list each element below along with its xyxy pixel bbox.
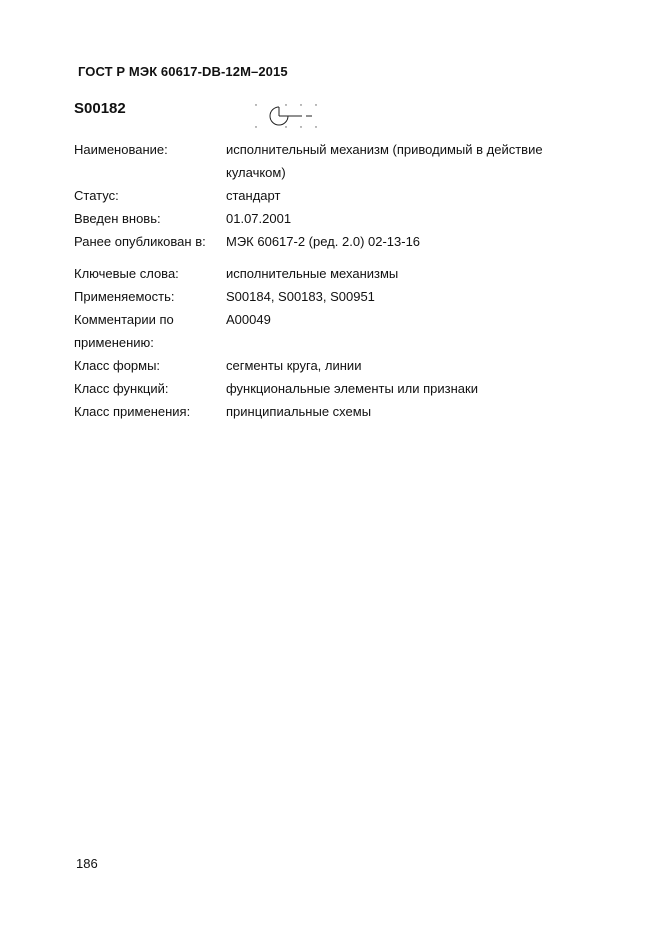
field-row-application-class	[74, 400, 594, 423]
field-label: Применяемость:	[74, 289, 175, 304]
field-label: Класс применения:	[74, 404, 191, 419]
field-label: Класс формы:	[74, 358, 161, 373]
field-row-name	[74, 138, 594, 184]
field-list	[74, 138, 594, 423]
field-value: принципиальные схемы	[226, 404, 372, 419]
field-label: Класс функций:	[74, 381, 169, 396]
field-row-keywords	[74, 262, 594, 285]
field-label: Ключевые слова:	[74, 266, 179, 281]
field-value: сегменты круга, линии	[226, 358, 362, 373]
field-value: МЭК 60617-2 (ред. 2.0) 02-13-16	[226, 234, 421, 249]
field-label: Статус:	[74, 188, 119, 203]
field-label: Ранее опубликован в:	[74, 234, 206, 249]
field-row-status	[74, 184, 594, 207]
cam-actuator-symbol	[252, 101, 322, 131]
field-value: 01.07.2001	[226, 211, 292, 226]
field-row-shape-class	[74, 354, 594, 377]
field-label: Наименование:	[74, 142, 168, 157]
page-number: 186	[76, 856, 98, 871]
field-value: стандарт	[226, 188, 281, 203]
field-label: Введен вновь:	[74, 211, 161, 226]
field-row-applicability	[74, 285, 594, 308]
document-header: ГОСТ Р МЭК 60617-DB-12M–2015	[78, 64, 288, 79]
field-row-application-notes	[74, 308, 594, 354]
field-row-function-class	[74, 377, 594, 400]
field-label: Комментарии по применению:	[74, 312, 174, 350]
field-value: S00184, S00183, S00951	[226, 289, 375, 304]
field-row-previously-published	[74, 230, 594, 253]
field-value: функциональные элементы или признаки	[226, 381, 478, 396]
field-value: исполнительные механизмы	[226, 266, 399, 281]
symbol-code: S00182	[74, 100, 126, 117]
field-value: исполнительный механизм (приводимый в действие кулачком)	[226, 142, 543, 180]
field-row-introduced	[74, 207, 594, 230]
field-value: A00049	[226, 312, 271, 327]
